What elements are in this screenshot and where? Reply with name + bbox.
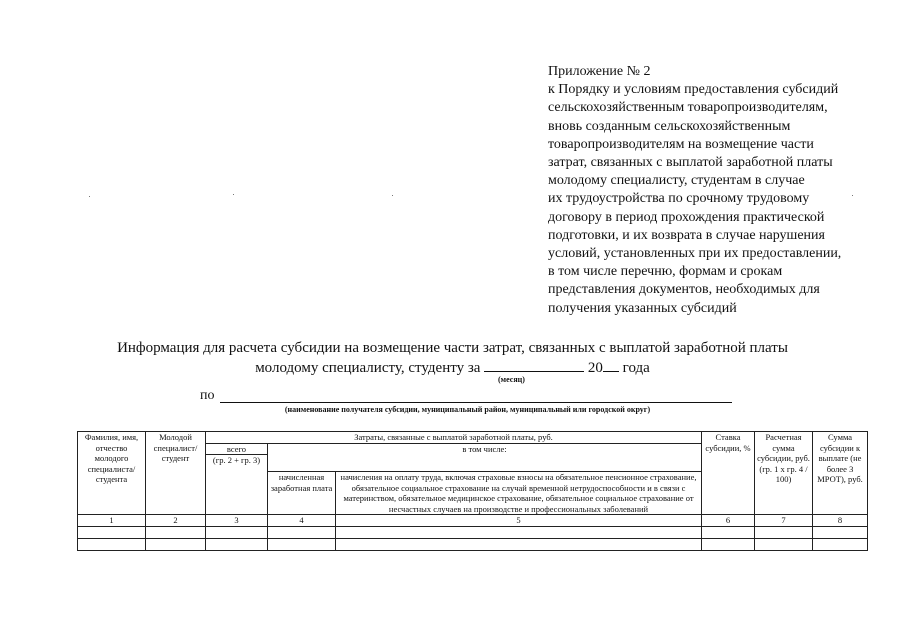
title-line-2-text: молодому специалисту, студенту за — [255, 360, 481, 376]
table-cell — [336, 527, 702, 539]
header-total-formula: (гр. 2 + гр. 3) — [212, 455, 261, 465]
table-cell — [268, 539, 336, 551]
table-row — [78, 539, 868, 551]
recipient-blank — [220, 402, 732, 403]
table-cell — [702, 527, 755, 539]
appendix-line: затрат, связанных с выплатой заработной платы — [548, 155, 833, 171]
year-prefix: 20 — [587, 360, 603, 376]
appendix-line: вновь созданным сельскохозяйственным — [548, 118, 791, 134]
appendix-line: молодому специалисту, студентам в случае — [548, 173, 805, 189]
appendix-line: подготовки, и их возврата в случае нарушения — [548, 227, 825, 243]
subsidy-table — [77, 431, 868, 551]
column-number: 8 — [813, 515, 868, 527]
month-blank — [484, 357, 584, 372]
table-cell — [755, 527, 813, 539]
appendix-line: к Порядку и условиям предоставления субсидий — [548, 82, 839, 98]
header-payroll-charges: начисления на оплату труда, включая страховые взносы на обязательное пенсионное страхование, обязательное социальное страхование на случай временной нетрудоспособности и в связи с материнством, обязательное медицинское страхование, обязательное социальное страхование от несчастных случаев на производстве и профессиональных заболеваний — [336, 472, 702, 515]
scan-speck — [89, 196, 90, 197]
header-total — [206, 443, 268, 515]
header-full-name: Фамилия, имя, отчество молодого специалиста/ студента — [78, 432, 146, 515]
table-cell — [206, 539, 268, 551]
header-specialist: Молодой специалист/ студент — [146, 432, 206, 515]
recipient-label: по — [200, 388, 215, 403]
appendix-line: в том числе перечню, формам и срокам — [548, 264, 783, 280]
header-calculated-sum: Расчетная сумма субсидии, руб. (гр. 1 x гр. 4 / 100) — [755, 432, 813, 515]
header-payout-sum: Сумма субсидии к выплате (не более 3 МРОТ), руб. — [813, 432, 868, 515]
month-hint: (месяц) — [498, 375, 525, 384]
table-cell — [813, 539, 868, 551]
table-cell — [146, 539, 206, 551]
appendix-line: их трудоустройства по срочному трудовому — [548, 191, 810, 207]
year-blank — [603, 357, 619, 372]
table-cell — [336, 539, 702, 551]
title-line-1: Информация для расчета субсидии на возмещение части затрат, связанных с выплатой заработной платы — [117, 340, 788, 356]
column-number-row — [78, 515, 868, 527]
header-including: в том числе: — [268, 443, 702, 472]
column-number: 1 — [78, 515, 146, 527]
appendix-line: условий, установленных при их предоставлении, — [548, 246, 842, 262]
scan-speck — [233, 194, 234, 195]
year-suffix: года — [622, 360, 650, 376]
column-number: 7 — [755, 515, 813, 527]
column-number: 3 — [206, 515, 268, 527]
appendix-line: товаропроизводителям на возмещение части — [548, 136, 814, 152]
title-line-2 — [0, 357, 905, 377]
header-accrued-salary: начисленная заработная плата — [268, 472, 336, 515]
table-row — [78, 527, 868, 539]
table-cell — [78, 527, 146, 539]
appendix-line: договору в период прохождения практической — [548, 209, 825, 225]
header-row — [78, 432, 868, 444]
column-number: 2 — [146, 515, 206, 527]
table-cell — [268, 527, 336, 539]
column-number: 5 — [336, 515, 702, 527]
table-cell — [78, 539, 146, 551]
scan-speck — [852, 195, 853, 196]
appendix-header — [548, 63, 878, 318]
appendix-line: Приложение № 2 — [548, 64, 651, 79]
table-cell — [702, 539, 755, 551]
document-title — [0, 339, 905, 377]
table-cell — [755, 539, 813, 551]
header-rate: Ставка субсидии, % — [702, 432, 755, 515]
table-cell — [813, 527, 868, 539]
recipient-hint: (наименование получателя субсидии, муниципальный район, муниципальный или городской округ) — [284, 405, 651, 414]
header-total-label: всего — [206, 444, 267, 456]
header-costs-group: Затраты, связанные с выплатой заработной платы, руб. — [206, 432, 702, 444]
scan-speck — [392, 195, 393, 196]
appendix-line: получения указанных субсидий — [548, 300, 737, 316]
table-cell — [206, 527, 268, 539]
column-number: 4 — [268, 515, 336, 527]
appendix-line: сельскохозяйственным товаропроизводителям, — [548, 100, 828, 116]
table-cell — [146, 527, 206, 539]
column-number: 6 — [702, 515, 755, 527]
appendix-line: представления документов, необходимых для — [548, 282, 820, 298]
